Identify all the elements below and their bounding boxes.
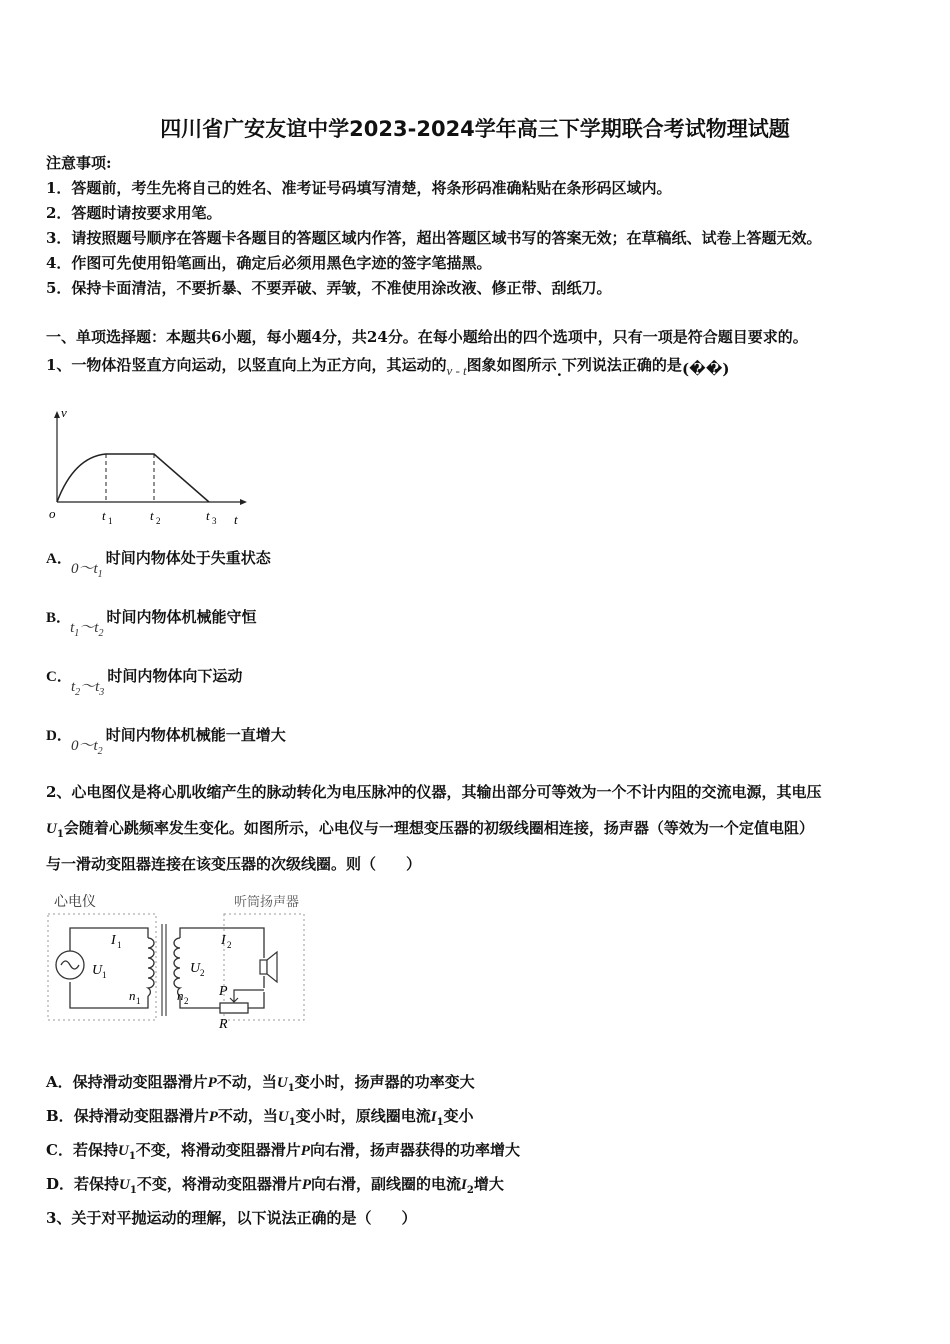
option-text-b: 不变，将滑动变阻器滑片 (135, 1141, 301, 1159)
option-math-text: 0～t (70, 561, 98, 577)
q2-label-u2-sub: 2 (200, 968, 205, 978)
q1-graph-t3: t (206, 508, 210, 523)
option-text-b: 不动，当 (216, 1073, 277, 1091)
option-text-b: 不变，将滑动变阻器滑片 (136, 1175, 302, 1193)
option-math-text: 0～t (70, 738, 98, 754)
option-text: 时间内物体处于失重状态 (105, 549, 271, 567)
option-var3: I (461, 1177, 467, 1193)
note-item-5: 5．保持卡面清洁，不要折暴、不要弄破、弄皱，不准使用涂改液、修正带、刮纸刀。 (46, 279, 612, 297)
q2-label-n2-sub: 2 (184, 996, 189, 1006)
q1-stem-end: (��) (681, 360, 730, 378)
option-letter: B． (46, 1107, 74, 1125)
q1-graph-t1: t (102, 508, 106, 523)
option-var2-sub: 1 (288, 1117, 296, 1128)
note-item-3: 3．请按照题号顺序在答题卡各题目的答题区域内作答，超出答题区域书写的答案无效；在草稿纸、试卷上答题无效。 (46, 229, 822, 247)
q2-stem-line1: 2、心电图仪是将心肌收缩产生的脉动转化为电压脉冲的仪器，其输出部分可等效为一个不计内阻的交流电源，其电压 (46, 783, 822, 801)
option-math-sub0: 2 (75, 687, 81, 698)
q1-graph-t-label: t (234, 512, 238, 527)
q1-graph-v-label: v (61, 405, 67, 420)
option-text-a: 若保持 (74, 1175, 120, 1193)
option-text-c: 向右滑，扬声器获得的功率增大 (309, 1141, 520, 1159)
q2-label-u2: U (190, 961, 201, 976)
option-var2-sub: 1 (287, 1083, 295, 1094)
q2-label-u1-sub: 1 (102, 970, 107, 980)
option-letter: C． (46, 1141, 73, 1159)
option-math (70, 738, 103, 757)
note-item-1: 1．答题前，考生先将自己的姓名、准考证号码填写清楚，将条形码准确粘贴在条形码区域内。 (46, 179, 672, 197)
q3-stem: 3、关于对平抛运动的理解，以下说法正确的是（ ） (46, 1209, 417, 1227)
option-math-sub0: 1 (74, 628, 80, 639)
option-var1-sub: 1 (129, 1185, 137, 1196)
q2-option-a[interactable] (46, 1072, 475, 1099)
option-math-text: t (70, 679, 76, 695)
q2-right-label: 听筒扬声器 (234, 895, 300, 910)
q2-label-n1: n (129, 988, 136, 1003)
q2-speaker-icon (260, 960, 267, 974)
q1-stem (46, 355, 730, 380)
q1-graph-v-arrow (54, 411, 60, 418)
q2-slider-wire (234, 990, 264, 996)
q1-graph-t2-sub: 2 (156, 516, 161, 526)
option-text-b: 不动，当 (217, 1107, 278, 1125)
option-var1: P (208, 1109, 218, 1125)
option-letter: C． (46, 669, 72, 685)
option-math-text: t (70, 620, 75, 636)
q2-label-n1-sub: 1 (136, 996, 141, 1006)
option-math-sub: 1 (97, 569, 103, 580)
q2-rheostat-icon (220, 1003, 248, 1013)
q2-label-i2: I (221, 933, 226, 948)
q1-vt-graph (44, 402, 254, 532)
option-letter: B． (46, 610, 72, 626)
option-letter: A． (46, 1073, 73, 1091)
option-text-c: 变小时，扬声器的功率变大 (294, 1073, 475, 1091)
option-math-sub: 2 (98, 628, 104, 639)
option-text: 时间内物体机械能守恒 (106, 608, 257, 626)
option-var1: U (119, 1177, 130, 1193)
option-var1-sub: 1 (128, 1151, 136, 1162)
q1-stem-b: 图象如图所示 (466, 356, 557, 374)
note-item-2: 2．答题时请按要求用笔。 (46, 204, 222, 222)
option-math-text2: ～t (79, 620, 99, 636)
option-math (70, 561, 103, 580)
q2-label-u1: U (92, 963, 103, 978)
q2-primary-coil (148, 938, 154, 996)
q1-graph-t1-sub: 1 (108, 516, 113, 526)
option-var2: U (276, 1075, 288, 1091)
q2-option-d[interactable] (46, 1174, 504, 1201)
option-math-text2: ～t (80, 679, 100, 695)
q2-speaker-cone (267, 952, 277, 982)
option-math (70, 679, 105, 698)
option-text: 时间内物体机械能一直增大 (105, 726, 286, 744)
option-text-a: 若保持 (72, 1141, 118, 1159)
q1-stem-dot: . (556, 362, 562, 380)
q2-stem-line2-text: 会随着心跳频率发生变化。如图所示，心电仪与一理想变压器的初级线圈相连接，扬声器（等效为一个定值电阻） (63, 819, 814, 837)
option-math (70, 620, 104, 639)
q2-stem-line2 (46, 818, 814, 845)
page-title: 四川省广安友谊中学2023-2024学年高三下学期联合考试物理试题 (160, 117, 790, 141)
q2-label-p: P (219, 984, 228, 999)
option-letter: D． (46, 728, 72, 744)
option-text-c: 变小时，原线圈电流 (295, 1107, 431, 1125)
option-var2: U (277, 1109, 289, 1125)
q2-stem-u: U (46, 821, 57, 837)
option-text-a: 保持滑动变阻器滑片 (73, 1107, 209, 1125)
q2-label-n2: n (177, 988, 184, 1003)
option-math-sub: 2 (97, 746, 103, 757)
q2-label-i1: I (111, 933, 116, 948)
q1-option-d[interactable] (46, 724, 294, 757)
q1-graph-curve (57, 454, 209, 502)
q2-stem-u-sub: 1 (56, 829, 64, 840)
q1-graph-t3-sub: 3 (212, 516, 217, 526)
q2-label-i2-sub: 2 (227, 940, 232, 950)
section-heading: 一、单项选择题：本题共6小题，每小题4分，共24分。在每小题给出的四个选项中，只有一项是符合题目要求的。 (46, 328, 808, 346)
option-math-sub: 3 (99, 687, 105, 698)
q2-label-r: R (219, 1017, 228, 1032)
option-text-c: 向右滑，副线圈的电流 (311, 1175, 462, 1193)
option-var3: I (430, 1109, 437, 1125)
option-var3-sub: 1 (436, 1117, 444, 1128)
option-text: 时间内物体向下运动 (107, 667, 243, 685)
q1-option-c[interactable] (46, 665, 250, 698)
q2-stem-line3: 与一滑动变阻器连接在该变压器的次级线圈。则（ ） (46, 855, 422, 873)
q2-label-i1-sub: 1 (117, 940, 122, 950)
q1-stem-a: 1、一物体沿竖直方向运动，以竖直向上为正方向，其运动的 (46, 356, 447, 374)
note-item-4: 4．作图可先使用铅笔画出，确定后必须用黑色字迹的签字笔描黑。 (46, 254, 492, 272)
option-var2: P (300, 1143, 310, 1159)
notes-heading: 注意事项: (46, 154, 112, 172)
q1-option-b[interactable] (46, 606, 265, 639)
q2-left-label: 心电仪 (54, 894, 96, 910)
q2-option-c[interactable] (46, 1140, 520, 1167)
q1-option-a[interactable] (46, 547, 279, 580)
q2-slider-arrow (230, 996, 238, 1002)
q2-circuit-diagram (44, 888, 319, 1038)
option-var2: P (301, 1177, 312, 1193)
option-text-d: 增大 (473, 1175, 504, 1193)
option-text-a: 保持滑动变阻器滑片 (72, 1073, 208, 1091)
q1-stem-c: 下列说法正确的是 (561, 356, 682, 374)
option-var1: U (117, 1143, 129, 1159)
q1-graph-t2: t (150, 508, 154, 523)
option-letter: A． (46, 551, 72, 567)
q1-stem-math: v - t (446, 363, 467, 378)
q1-graph-t-arrow (240, 499, 247, 505)
q2-option-b[interactable] (46, 1106, 474, 1133)
q1-graph-origin: o (49, 506, 56, 521)
option-var1: P (207, 1075, 217, 1091)
option-letter: D． (46, 1175, 75, 1193)
option-var3-sub: 2 (466, 1185, 474, 1196)
option-text-d: 变小 (443, 1107, 474, 1125)
